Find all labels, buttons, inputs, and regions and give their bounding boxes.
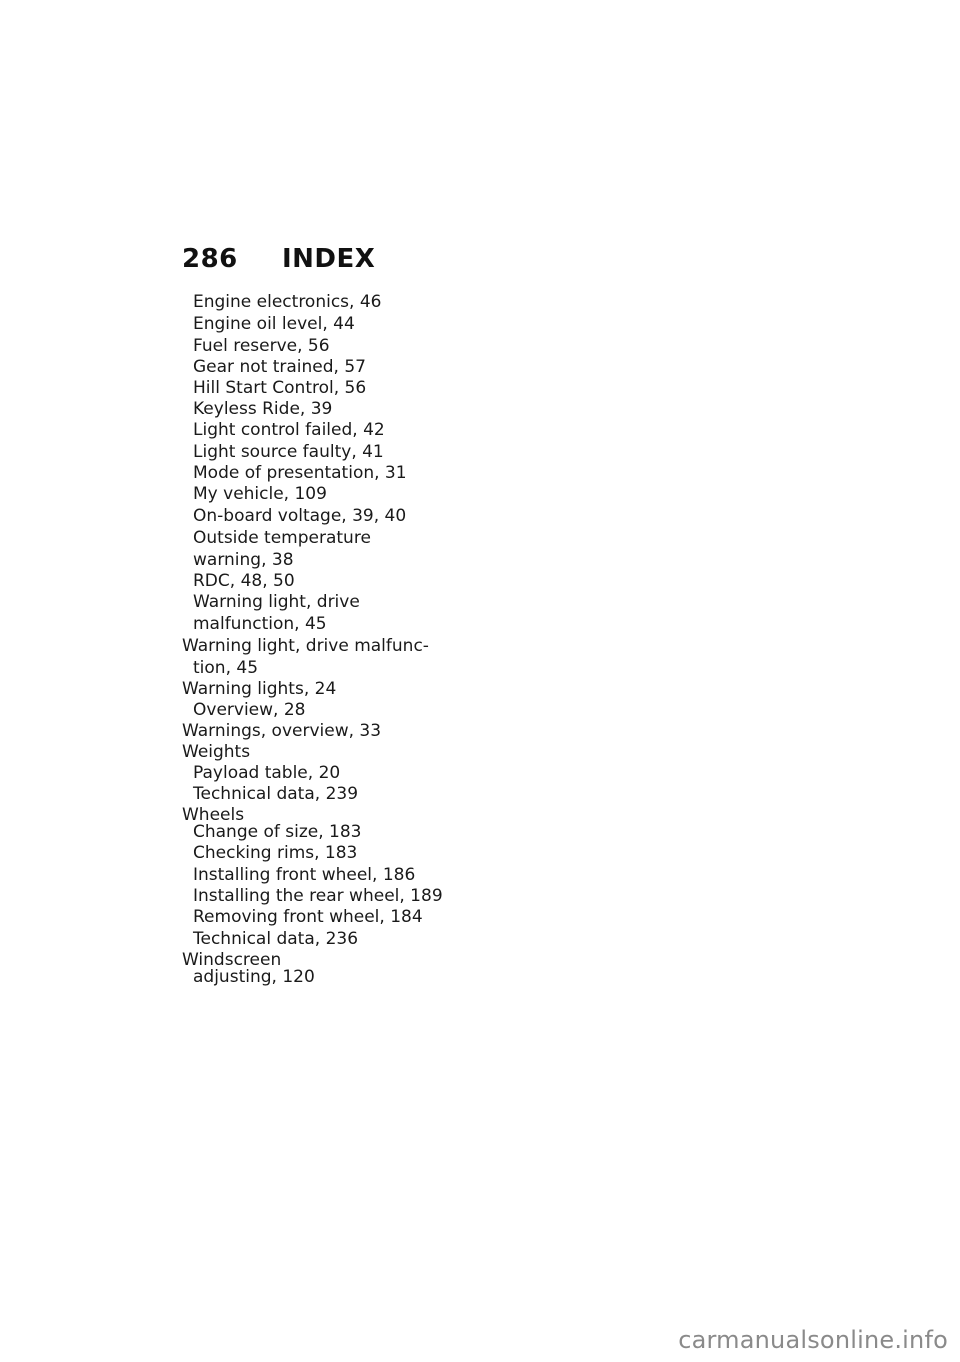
index-entry: RDC, 48, 50 [193, 571, 295, 591]
index-entry: Installing the rear wheel, 189 [193, 886, 443, 906]
index-entry: Change of size, 183 [193, 822, 362, 842]
index-entry: Keyless Ride, 39 [193, 399, 333, 419]
index-entry: Warning light, drive malfunc- [182, 636, 429, 656]
index-entry: Mode of presentation, 31 [193, 463, 407, 483]
index-entry: malfunction, 45 [193, 614, 327, 634]
index-entry: Removing front wheel, 184 [193, 907, 423, 927]
index-entry: Outside temperature [193, 528, 371, 548]
index-entry: Technical data, 239 [193, 784, 359, 804]
index-entry: tion, 45 [193, 658, 259, 678]
index-entry: Windscreen [182, 950, 282, 970]
index-entry: On-board voltage, 39, 40 [193, 506, 407, 526]
index-entry: Fuel reserve, 56 [193, 336, 330, 356]
index-entry: adjusting, 120 [193, 967, 315, 987]
index-entry: Light control failed, 42 [193, 420, 385, 440]
index-entry: Warning light, drive [193, 592, 360, 612]
index-entry: Installing front wheel, 186 [193, 865, 416, 885]
index-entry: Payload table, 20 [193, 763, 341, 783]
index-entry: warning, 38 [193, 550, 294, 570]
index-entry: My vehicle, 109 [193, 484, 327, 504]
index-entry: Technical data, 236 [193, 929, 359, 949]
page-number: 286 [182, 244, 238, 274]
page-header [182, 244, 375, 274]
watermark: carmanualsonline.info [678, 1326, 948, 1354]
index-entry: Overview, 28 [193, 700, 306, 720]
index-entry: Engine electronics, 46 [193, 292, 382, 312]
index-entry: Light source faulty, 41 [193, 442, 384, 462]
section-title: INDEX [282, 244, 376, 274]
index-entry: Weights [182, 742, 251, 762]
index-entry: Warnings, overview, 33 [182, 721, 382, 741]
index-entry: Wheels [182, 805, 245, 825]
index-entry: Gear not trained, 57 [193, 357, 366, 377]
index-entry: Checking rims, 183 [193, 843, 358, 863]
index-entry: Engine oil level, 44 [193, 314, 355, 334]
index-entry: Hill Start Control, 56 [193, 378, 367, 398]
index-entry: Warning lights, 24 [182, 679, 337, 699]
